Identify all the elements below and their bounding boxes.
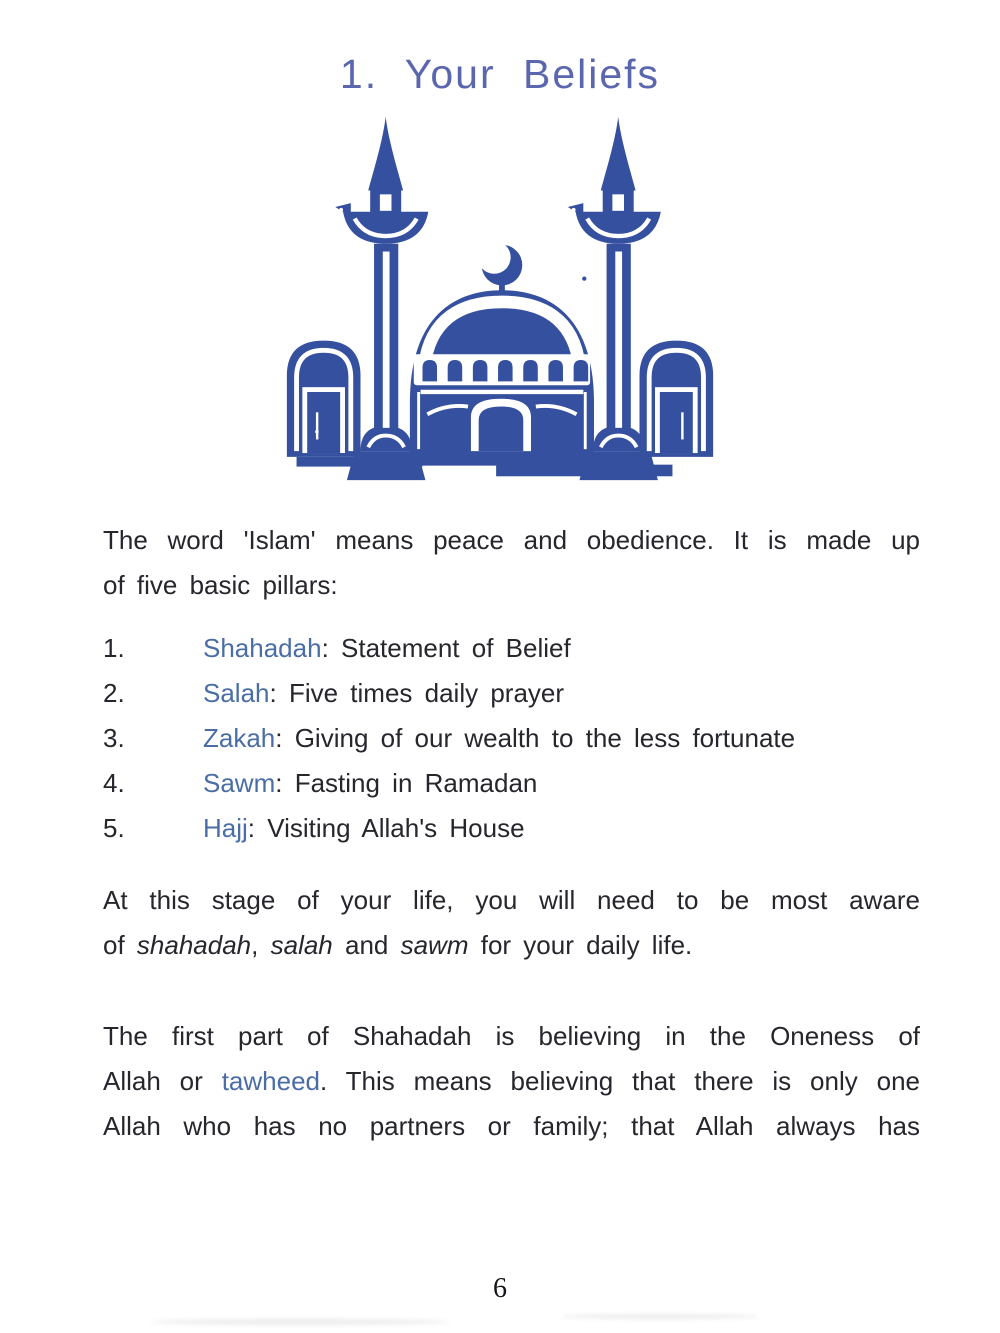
- list-item-number: 2.: [103, 678, 125, 708]
- mosque-illustration: [277, 112, 723, 485]
- blue-text: tawheed: [221, 1066, 320, 1096]
- pillars-list: [103, 626, 920, 851]
- italic-text: sawm: [400, 930, 469, 960]
- text-line: [103, 878, 920, 923]
- shahadah-paragraph: [103, 1014, 920, 1149]
- italic-text: shahadah: [136, 930, 252, 960]
- scan-artifact: [150, 1319, 450, 1325]
- pillar-description: : Statement of Belief: [321, 633, 571, 663]
- italic-text: salah: [270, 930, 333, 960]
- pillar-description: : Fasting in Ramadan: [275, 768, 538, 798]
- text-line: [103, 1059, 920, 1104]
- scan-artifact: [560, 1314, 760, 1319]
- pillar-description: : Giving of our wealth to the less fortunate: [275, 723, 796, 753]
- list-item-number: 5.: [103, 813, 125, 843]
- awareness-paragraph: [103, 878, 920, 968]
- text-segment: Allah who has no partners or family; that Allah always has: [103, 1111, 920, 1141]
- text-line: [103, 1104, 920, 1149]
- list-item: [103, 716, 920, 761]
- mosque-graphic: [277, 112, 723, 485]
- list-item-number: 4.: [103, 768, 125, 798]
- pillar-description: : Visiting Allah's House: [247, 813, 525, 843]
- pillar-term: Sawm: [203, 768, 276, 798]
- pillar-term: Hajj: [203, 813, 248, 843]
- text-line: [103, 1014, 920, 1059]
- ink-speck: [582, 277, 586, 281]
- pillar-description: : Five times daily prayer: [269, 678, 565, 708]
- pillar-term: Salah: [203, 678, 270, 708]
- pillar-term: Shahadah: [203, 633, 322, 663]
- text-segment: Allah or: [103, 1066, 222, 1096]
- list-item: [103, 626, 920, 671]
- list-item-number: 1.: [103, 633, 125, 663]
- text-line: [103, 563, 920, 608]
- page-title: 1. Your Beliefs: [339, 51, 661, 97]
- list-item-number: 3.: [103, 723, 125, 753]
- intro-paragraph: [103, 518, 920, 608]
- text-segment: The first part of Shahadah is believing in the Oneness of: [103, 1021, 920, 1051]
- text-segment: At this stage of your life, you will need to be most aware: [103, 885, 920, 915]
- page-number: 6: [493, 1273, 507, 1304]
- list-item: [103, 761, 920, 806]
- list-item: [103, 671, 920, 716]
- text-column: [103, 518, 920, 1149]
- text-line: [103, 518, 920, 563]
- text-segment: . This means believing that there is only one: [320, 1066, 920, 1096]
- text-segment: of five basic pillars:: [103, 570, 338, 600]
- text-segment: The word 'Islam' means peace and obedience. It is made up: [103, 525, 920, 555]
- text-segment: of: [103, 930, 137, 960]
- list-item: [103, 806, 920, 851]
- text-segment: ,: [251, 930, 271, 960]
- text-segment: for your daily life.: [468, 930, 693, 960]
- text-line: [103, 923, 920, 968]
- text-segment: and: [332, 930, 401, 960]
- pillar-term: Zakah: [203, 723, 276, 753]
